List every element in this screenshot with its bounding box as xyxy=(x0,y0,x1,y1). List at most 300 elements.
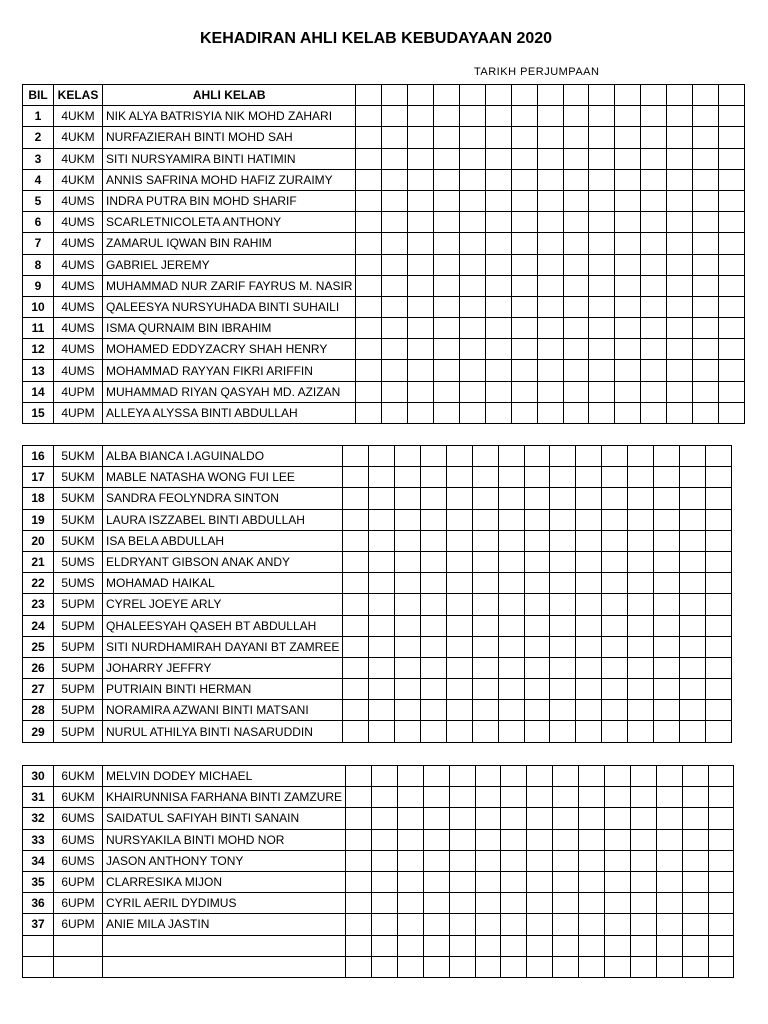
attendance-cell[interactable] xyxy=(460,318,486,339)
attendance-cell[interactable] xyxy=(682,935,708,956)
attendance-cell[interactable] xyxy=(615,402,641,423)
attendance-cell[interactable] xyxy=(682,829,708,850)
attendance-cell[interactable] xyxy=(511,254,537,275)
attendance-cell[interactable] xyxy=(667,381,693,402)
attendance-cell[interactable] xyxy=(654,594,680,615)
attendance-cell[interactable] xyxy=(563,106,589,127)
attendance-cell[interactable] xyxy=(708,850,734,871)
attendance-cell[interactable] xyxy=(682,893,708,914)
attendance-cell[interactable] xyxy=(602,467,628,488)
attendance-cell[interactable] xyxy=(693,360,719,381)
attendance-cell[interactable] xyxy=(446,551,472,572)
attendance-cell[interactable] xyxy=(579,808,605,829)
attendance-cell[interactable] xyxy=(641,318,667,339)
attendance-cell[interactable] xyxy=(356,127,382,148)
attendance-cell[interactable] xyxy=(679,700,705,721)
attendance-cell[interactable] xyxy=(423,829,449,850)
attendance-cell[interactable] xyxy=(343,615,369,636)
attendance-cell[interactable] xyxy=(421,679,447,700)
attendance-cell[interactable] xyxy=(511,233,537,254)
attendance-cell[interactable] xyxy=(563,318,589,339)
attendance-cell[interactable] xyxy=(602,679,628,700)
attendance-cell[interactable] xyxy=(589,169,615,190)
attendance-cell[interactable] xyxy=(421,615,447,636)
attendance-cell[interactable] xyxy=(589,127,615,148)
attendance-cell[interactable] xyxy=(563,212,589,233)
attendance-cell[interactable] xyxy=(604,914,630,935)
attendance-cell[interactable] xyxy=(446,467,472,488)
attendance-cell[interactable] xyxy=(485,318,511,339)
attendance-cell[interactable] xyxy=(485,169,511,190)
attendance-cell[interactable] xyxy=(356,402,382,423)
attendance-cell[interactable] xyxy=(705,679,731,700)
attendance-cell[interactable] xyxy=(485,381,511,402)
attendance-cell[interactable] xyxy=(682,914,708,935)
attendance-cell[interactable] xyxy=(511,190,537,211)
attendance-cell[interactable] xyxy=(346,850,372,871)
attendance-cell[interactable] xyxy=(472,636,498,657)
attendance-cell[interactable] xyxy=(397,871,423,892)
attendance-cell[interactable] xyxy=(550,488,576,509)
attendance-cell[interactable] xyxy=(563,233,589,254)
attendance-cell[interactable] xyxy=(630,893,656,914)
attendance-cell[interactable] xyxy=(449,766,475,787)
attendance-cell[interactable] xyxy=(656,829,682,850)
attendance-cell[interactable] xyxy=(589,381,615,402)
attendance-cell[interactable] xyxy=(421,573,447,594)
attendance-cell[interactable] xyxy=(397,766,423,787)
attendance-cell[interactable] xyxy=(705,488,731,509)
attendance-cell[interactable] xyxy=(460,275,486,296)
attendance-cell[interactable] xyxy=(446,488,472,509)
attendance-cell[interactable] xyxy=(369,615,395,636)
attendance-cell[interactable] xyxy=(667,296,693,317)
attendance-cell[interactable] xyxy=(654,488,680,509)
attendance-cell[interactable] xyxy=(382,381,408,402)
attendance-cell[interactable] xyxy=(705,594,731,615)
attendance-cell[interactable] xyxy=(693,212,719,233)
attendance-cell[interactable] xyxy=(382,212,408,233)
attendance-cell[interactable] xyxy=(524,721,550,742)
attendance-cell[interactable] xyxy=(449,893,475,914)
attendance-cell[interactable] xyxy=(537,402,563,423)
attendance-cell[interactable] xyxy=(449,787,475,808)
attendance-cell[interactable] xyxy=(602,509,628,530)
attendance-cell[interactable] xyxy=(667,254,693,275)
attendance-cell[interactable] xyxy=(446,615,472,636)
attendance-cell[interactable] xyxy=(628,488,654,509)
attendance-cell[interactable] xyxy=(371,766,397,787)
attendance-cell[interactable] xyxy=(705,509,731,530)
attendance-cell[interactable] xyxy=(628,551,654,572)
attendance-cell[interactable] xyxy=(397,935,423,956)
attendance-cell[interactable] xyxy=(679,594,705,615)
attendance-cell[interactable] xyxy=(641,339,667,360)
attendance-cell[interactable] xyxy=(423,893,449,914)
attendance-cell[interactable] xyxy=(693,254,719,275)
attendance-cell[interactable] xyxy=(628,530,654,551)
attendance-cell[interactable] xyxy=(382,318,408,339)
attendance-cell[interactable] xyxy=(485,402,511,423)
attendance-cell[interactable] xyxy=(408,106,434,127)
attendance-cell[interactable] xyxy=(371,956,397,977)
attendance-cell[interactable] xyxy=(446,594,472,615)
attendance-cell[interactable] xyxy=(718,190,744,211)
attendance-cell[interactable] xyxy=(550,721,576,742)
attendance-cell[interactable] xyxy=(693,127,719,148)
attendance-cell[interactable] xyxy=(550,551,576,572)
attendance-cell[interactable] xyxy=(527,850,553,871)
attendance-cell[interactable] xyxy=(537,254,563,275)
attendance-cell[interactable] xyxy=(679,721,705,742)
attendance-cell[interactable] xyxy=(667,148,693,169)
attendance-cell[interactable] xyxy=(524,551,550,572)
attendance-cell[interactable] xyxy=(718,254,744,275)
attendance-cell[interactable] xyxy=(604,956,630,977)
attendance-cell[interactable] xyxy=(682,787,708,808)
attendance-cell[interactable] xyxy=(472,467,498,488)
attendance-cell[interactable] xyxy=(654,657,680,678)
attendance-cell[interactable] xyxy=(679,636,705,657)
attendance-cell[interactable] xyxy=(346,829,372,850)
attendance-cell[interactable] xyxy=(397,956,423,977)
attendance-cell[interactable] xyxy=(434,254,460,275)
attendance-cell[interactable] xyxy=(708,787,734,808)
attendance-cell[interactable] xyxy=(604,850,630,871)
attendance-cell[interactable] xyxy=(718,148,744,169)
attendance-cell[interactable] xyxy=(371,871,397,892)
attendance-cell[interactable] xyxy=(654,509,680,530)
attendance-cell[interactable] xyxy=(343,657,369,678)
attendance-cell[interactable] xyxy=(708,893,734,914)
attendance-cell[interactable] xyxy=(434,360,460,381)
attendance-cell[interactable] xyxy=(602,573,628,594)
attendance-cell[interactable] xyxy=(553,808,579,829)
attendance-cell[interactable] xyxy=(475,766,501,787)
attendance-cell[interactable] xyxy=(579,956,605,977)
attendance-cell[interactable] xyxy=(527,871,553,892)
attendance-cell[interactable] xyxy=(395,573,421,594)
attendance-cell[interactable] xyxy=(343,594,369,615)
attendance-cell[interactable] xyxy=(550,679,576,700)
attendance-cell[interactable] xyxy=(472,615,498,636)
attendance-cell[interactable] xyxy=(708,956,734,977)
attendance-cell[interactable] xyxy=(408,169,434,190)
attendance-cell[interactable] xyxy=(408,402,434,423)
attendance-cell[interactable] xyxy=(641,296,667,317)
attendance-cell[interactable] xyxy=(705,636,731,657)
attendance-cell[interactable] xyxy=(576,721,602,742)
attendance-cell[interactable] xyxy=(537,381,563,402)
attendance-cell[interactable] xyxy=(472,594,498,615)
attendance-cell[interactable] xyxy=(369,530,395,551)
attendance-cell[interactable] xyxy=(705,615,731,636)
attendance-cell[interactable] xyxy=(550,573,576,594)
attendance-cell[interactable] xyxy=(524,446,550,467)
attendance-cell[interactable] xyxy=(346,893,372,914)
attendance-cell[interactable] xyxy=(630,914,656,935)
attendance-cell[interactable] xyxy=(550,509,576,530)
attendance-cell[interactable] xyxy=(511,381,537,402)
attendance-cell[interactable] xyxy=(615,190,641,211)
attendance-cell[interactable] xyxy=(371,935,397,956)
attendance-cell[interactable] xyxy=(550,636,576,657)
attendance-cell[interactable] xyxy=(654,700,680,721)
attendance-cell[interactable] xyxy=(434,233,460,254)
attendance-cell[interactable] xyxy=(498,636,524,657)
attendance-cell[interactable] xyxy=(527,829,553,850)
attendance-cell[interactable] xyxy=(434,296,460,317)
attendance-cell[interactable] xyxy=(446,530,472,551)
attendance-cell[interactable] xyxy=(537,296,563,317)
attendance-cell[interactable] xyxy=(343,488,369,509)
attendance-cell[interactable] xyxy=(537,106,563,127)
attendance-cell[interactable] xyxy=(654,467,680,488)
attendance-cell[interactable] xyxy=(475,935,501,956)
attendance-cell[interactable] xyxy=(550,657,576,678)
attendance-cell[interactable] xyxy=(553,935,579,956)
attendance-cell[interactable] xyxy=(654,679,680,700)
attendance-cell[interactable] xyxy=(576,551,602,572)
attendance-cell[interactable] xyxy=(589,254,615,275)
attendance-cell[interactable] xyxy=(498,615,524,636)
attendance-cell[interactable] xyxy=(682,850,708,871)
attendance-cell[interactable] xyxy=(498,509,524,530)
attendance-cell[interactable] xyxy=(537,190,563,211)
attendance-cell[interactable] xyxy=(628,636,654,657)
attendance-cell[interactable] xyxy=(434,381,460,402)
attendance-cell[interactable] xyxy=(511,212,537,233)
attendance-cell[interactable] xyxy=(718,318,744,339)
attendance-cell[interactable] xyxy=(667,339,693,360)
attendance-cell[interactable] xyxy=(615,360,641,381)
attendance-cell[interactable] xyxy=(576,700,602,721)
attendance-cell[interactable] xyxy=(524,700,550,721)
attendance-cell[interactable] xyxy=(705,700,731,721)
attendance-cell[interactable] xyxy=(475,829,501,850)
attendance-cell[interactable] xyxy=(718,360,744,381)
attendance-cell[interactable] xyxy=(511,106,537,127)
attendance-cell[interactable] xyxy=(356,275,382,296)
attendance-cell[interactable] xyxy=(408,296,434,317)
attendance-cell[interactable] xyxy=(656,956,682,977)
attendance-cell[interactable] xyxy=(421,467,447,488)
attendance-cell[interactable] xyxy=(654,721,680,742)
attendance-cell[interactable] xyxy=(667,275,693,296)
attendance-cell[interactable] xyxy=(434,190,460,211)
attendance-cell[interactable] xyxy=(382,233,408,254)
attendance-cell[interactable] xyxy=(537,212,563,233)
attendance-cell[interactable] xyxy=(667,190,693,211)
attendance-cell[interactable] xyxy=(397,893,423,914)
attendance-cell[interactable] xyxy=(589,212,615,233)
attendance-cell[interactable] xyxy=(460,127,486,148)
attendance-cell[interactable] xyxy=(641,360,667,381)
attendance-cell[interactable] xyxy=(346,914,372,935)
attendance-cell[interactable] xyxy=(576,488,602,509)
attendance-cell[interactable] xyxy=(576,509,602,530)
attendance-cell[interactable] xyxy=(346,787,372,808)
attendance-cell[interactable] xyxy=(369,721,395,742)
attendance-cell[interactable] xyxy=(343,509,369,530)
attendance-cell[interactable] xyxy=(602,721,628,742)
attendance-cell[interactable] xyxy=(576,657,602,678)
attendance-cell[interactable] xyxy=(395,530,421,551)
attendance-cell[interactable] xyxy=(511,148,537,169)
attendance-cell[interactable] xyxy=(641,381,667,402)
attendance-cell[interactable] xyxy=(356,233,382,254)
attendance-cell[interactable] xyxy=(604,787,630,808)
attendance-cell[interactable] xyxy=(472,700,498,721)
attendance-cell[interactable] xyxy=(579,893,605,914)
attendance-cell[interactable] xyxy=(434,127,460,148)
attendance-cell[interactable] xyxy=(630,956,656,977)
attendance-cell[interactable] xyxy=(718,106,744,127)
attendance-cell[interactable] xyxy=(589,190,615,211)
attendance-cell[interactable] xyxy=(641,402,667,423)
attendance-cell[interactable] xyxy=(682,871,708,892)
attendance-cell[interactable] xyxy=(472,679,498,700)
attendance-cell[interactable] xyxy=(682,808,708,829)
attendance-cell[interactable] xyxy=(693,381,719,402)
attendance-cell[interactable] xyxy=(553,850,579,871)
attendance-cell[interactable] xyxy=(421,657,447,678)
attendance-cell[interactable] xyxy=(346,808,372,829)
attendance-cell[interactable] xyxy=(395,615,421,636)
attendance-cell[interactable] xyxy=(408,190,434,211)
attendance-cell[interactable] xyxy=(501,766,527,787)
attendance-cell[interactable] xyxy=(718,212,744,233)
attendance-cell[interactable] xyxy=(501,935,527,956)
attendance-cell[interactable] xyxy=(485,127,511,148)
attendance-cell[interactable] xyxy=(705,573,731,594)
attendance-cell[interactable] xyxy=(527,935,553,956)
attendance-cell[interactable] xyxy=(553,893,579,914)
attendance-cell[interactable] xyxy=(498,551,524,572)
attendance-cell[interactable] xyxy=(604,829,630,850)
attendance-cell[interactable] xyxy=(550,446,576,467)
attendance-cell[interactable] xyxy=(498,530,524,551)
attendance-cell[interactable] xyxy=(395,467,421,488)
attendance-cell[interactable] xyxy=(679,657,705,678)
attendance-cell[interactable] xyxy=(615,148,641,169)
attendance-cell[interactable] xyxy=(667,360,693,381)
attendance-cell[interactable] xyxy=(576,636,602,657)
attendance-cell[interactable] xyxy=(472,573,498,594)
attendance-cell[interactable] xyxy=(667,127,693,148)
attendance-cell[interactable] xyxy=(408,212,434,233)
attendance-cell[interactable] xyxy=(511,275,537,296)
attendance-cell[interactable] xyxy=(524,573,550,594)
attendance-cell[interactable] xyxy=(501,787,527,808)
attendance-cell[interactable] xyxy=(446,657,472,678)
attendance-cell[interactable] xyxy=(423,914,449,935)
attendance-cell[interactable] xyxy=(641,127,667,148)
attendance-cell[interactable] xyxy=(527,914,553,935)
attendance-cell[interactable] xyxy=(615,127,641,148)
attendance-cell[interactable] xyxy=(630,808,656,829)
attendance-cell[interactable] xyxy=(449,808,475,829)
attendance-cell[interactable] xyxy=(382,169,408,190)
attendance-cell[interactable] xyxy=(708,829,734,850)
attendance-cell[interactable] xyxy=(501,956,527,977)
attendance-cell[interactable] xyxy=(485,360,511,381)
attendance-cell[interactable] xyxy=(667,106,693,127)
attendance-cell[interactable] xyxy=(356,169,382,190)
attendance-cell[interactable] xyxy=(628,700,654,721)
attendance-cell[interactable] xyxy=(705,467,731,488)
attendance-cell[interactable] xyxy=(397,808,423,829)
attendance-cell[interactable] xyxy=(485,212,511,233)
attendance-cell[interactable] xyxy=(524,615,550,636)
attendance-cell[interactable] xyxy=(511,127,537,148)
attendance-cell[interactable] xyxy=(641,106,667,127)
attendance-cell[interactable] xyxy=(501,871,527,892)
attendance-cell[interactable] xyxy=(434,275,460,296)
attendance-cell[interactable] xyxy=(371,893,397,914)
attendance-cell[interactable] xyxy=(356,360,382,381)
attendance-cell[interactable] xyxy=(356,148,382,169)
attendance-cell[interactable] xyxy=(371,914,397,935)
attendance-cell[interactable] xyxy=(475,808,501,829)
attendance-cell[interactable] xyxy=(604,766,630,787)
attendance-cell[interactable] xyxy=(397,787,423,808)
attendance-cell[interactable] xyxy=(382,190,408,211)
attendance-cell[interactable] xyxy=(498,657,524,678)
attendance-cell[interactable] xyxy=(602,636,628,657)
attendance-cell[interactable] xyxy=(693,190,719,211)
attendance-cell[interactable] xyxy=(524,594,550,615)
attendance-cell[interactable] xyxy=(423,956,449,977)
attendance-cell[interactable] xyxy=(485,296,511,317)
attendance-cell[interactable] xyxy=(679,551,705,572)
attendance-cell[interactable] xyxy=(641,148,667,169)
attendance-cell[interactable] xyxy=(550,615,576,636)
attendance-cell[interactable] xyxy=(408,254,434,275)
attendance-cell[interactable] xyxy=(537,360,563,381)
attendance-cell[interactable] xyxy=(630,766,656,787)
attendance-cell[interactable] xyxy=(654,636,680,657)
attendance-cell[interactable] xyxy=(615,275,641,296)
attendance-cell[interactable] xyxy=(475,893,501,914)
attendance-cell[interactable] xyxy=(472,657,498,678)
attendance-cell[interactable] xyxy=(356,106,382,127)
attendance-cell[interactable] xyxy=(708,766,734,787)
attendance-cell[interactable] xyxy=(369,551,395,572)
attendance-cell[interactable] xyxy=(682,766,708,787)
attendance-cell[interactable] xyxy=(679,615,705,636)
attendance-cell[interactable] xyxy=(395,721,421,742)
attendance-cell[interactable] xyxy=(589,318,615,339)
attendance-cell[interactable] xyxy=(369,657,395,678)
attendance-cell[interactable] xyxy=(449,850,475,871)
attendance-cell[interactable] xyxy=(524,530,550,551)
attendance-cell[interactable] xyxy=(563,339,589,360)
attendance-cell[interactable] xyxy=(667,318,693,339)
attendance-cell[interactable] xyxy=(576,530,602,551)
attendance-cell[interactable] xyxy=(343,573,369,594)
attendance-cell[interactable] xyxy=(446,721,472,742)
attendance-cell[interactable] xyxy=(679,679,705,700)
attendance-cell[interactable] xyxy=(356,296,382,317)
attendance-cell[interactable] xyxy=(579,871,605,892)
attendance-cell[interactable] xyxy=(356,212,382,233)
attendance-cell[interactable] xyxy=(602,488,628,509)
attendance-cell[interactable] xyxy=(667,233,693,254)
attendance-cell[interactable] xyxy=(408,339,434,360)
attendance-cell[interactable] xyxy=(472,721,498,742)
attendance-cell[interactable] xyxy=(356,190,382,211)
